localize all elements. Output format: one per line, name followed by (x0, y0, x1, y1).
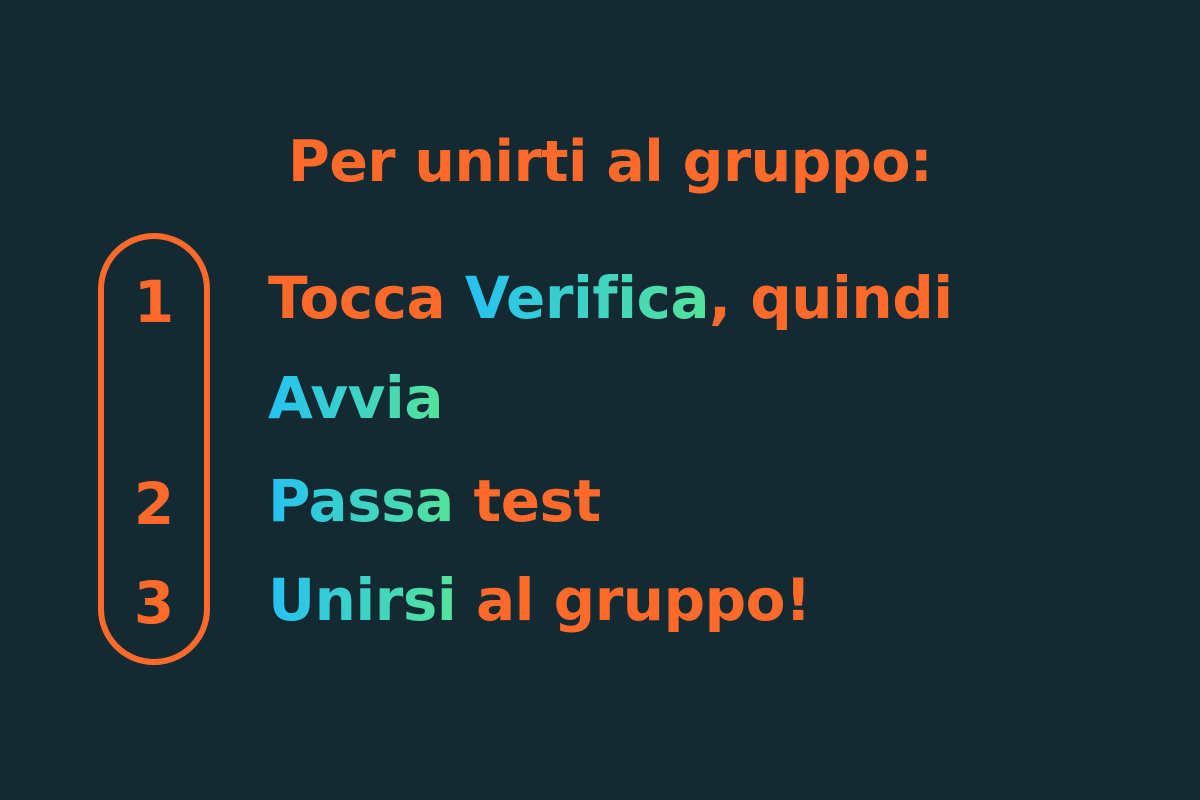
step-2-text-part-2: test (453, 467, 601, 535)
step-2-number: 2 (133, 470, 175, 538)
step-2-text (268, 469, 601, 533)
page-title: Per unirti al gruppo: (288, 129, 933, 195)
pass-keyword: Passa (268, 467, 454, 535)
step-1-text-part-3: , quindi (708, 264, 953, 332)
join-keyword: Unirsi (268, 566, 457, 634)
step-3-text-part-2: al gruppo! (456, 566, 811, 634)
step-1-text-part-1: Tocca (268, 264, 465, 332)
verify-keyword: Verifica (464, 264, 709, 332)
step-3-text (268, 568, 811, 632)
start-keyword: Avvia (268, 364, 443, 432)
step-1-text-line-2 (268, 366, 443, 430)
step-1-text (268, 266, 953, 330)
step-3-number: 3 (133, 569, 175, 637)
step-1-number: 1 (133, 268, 175, 336)
